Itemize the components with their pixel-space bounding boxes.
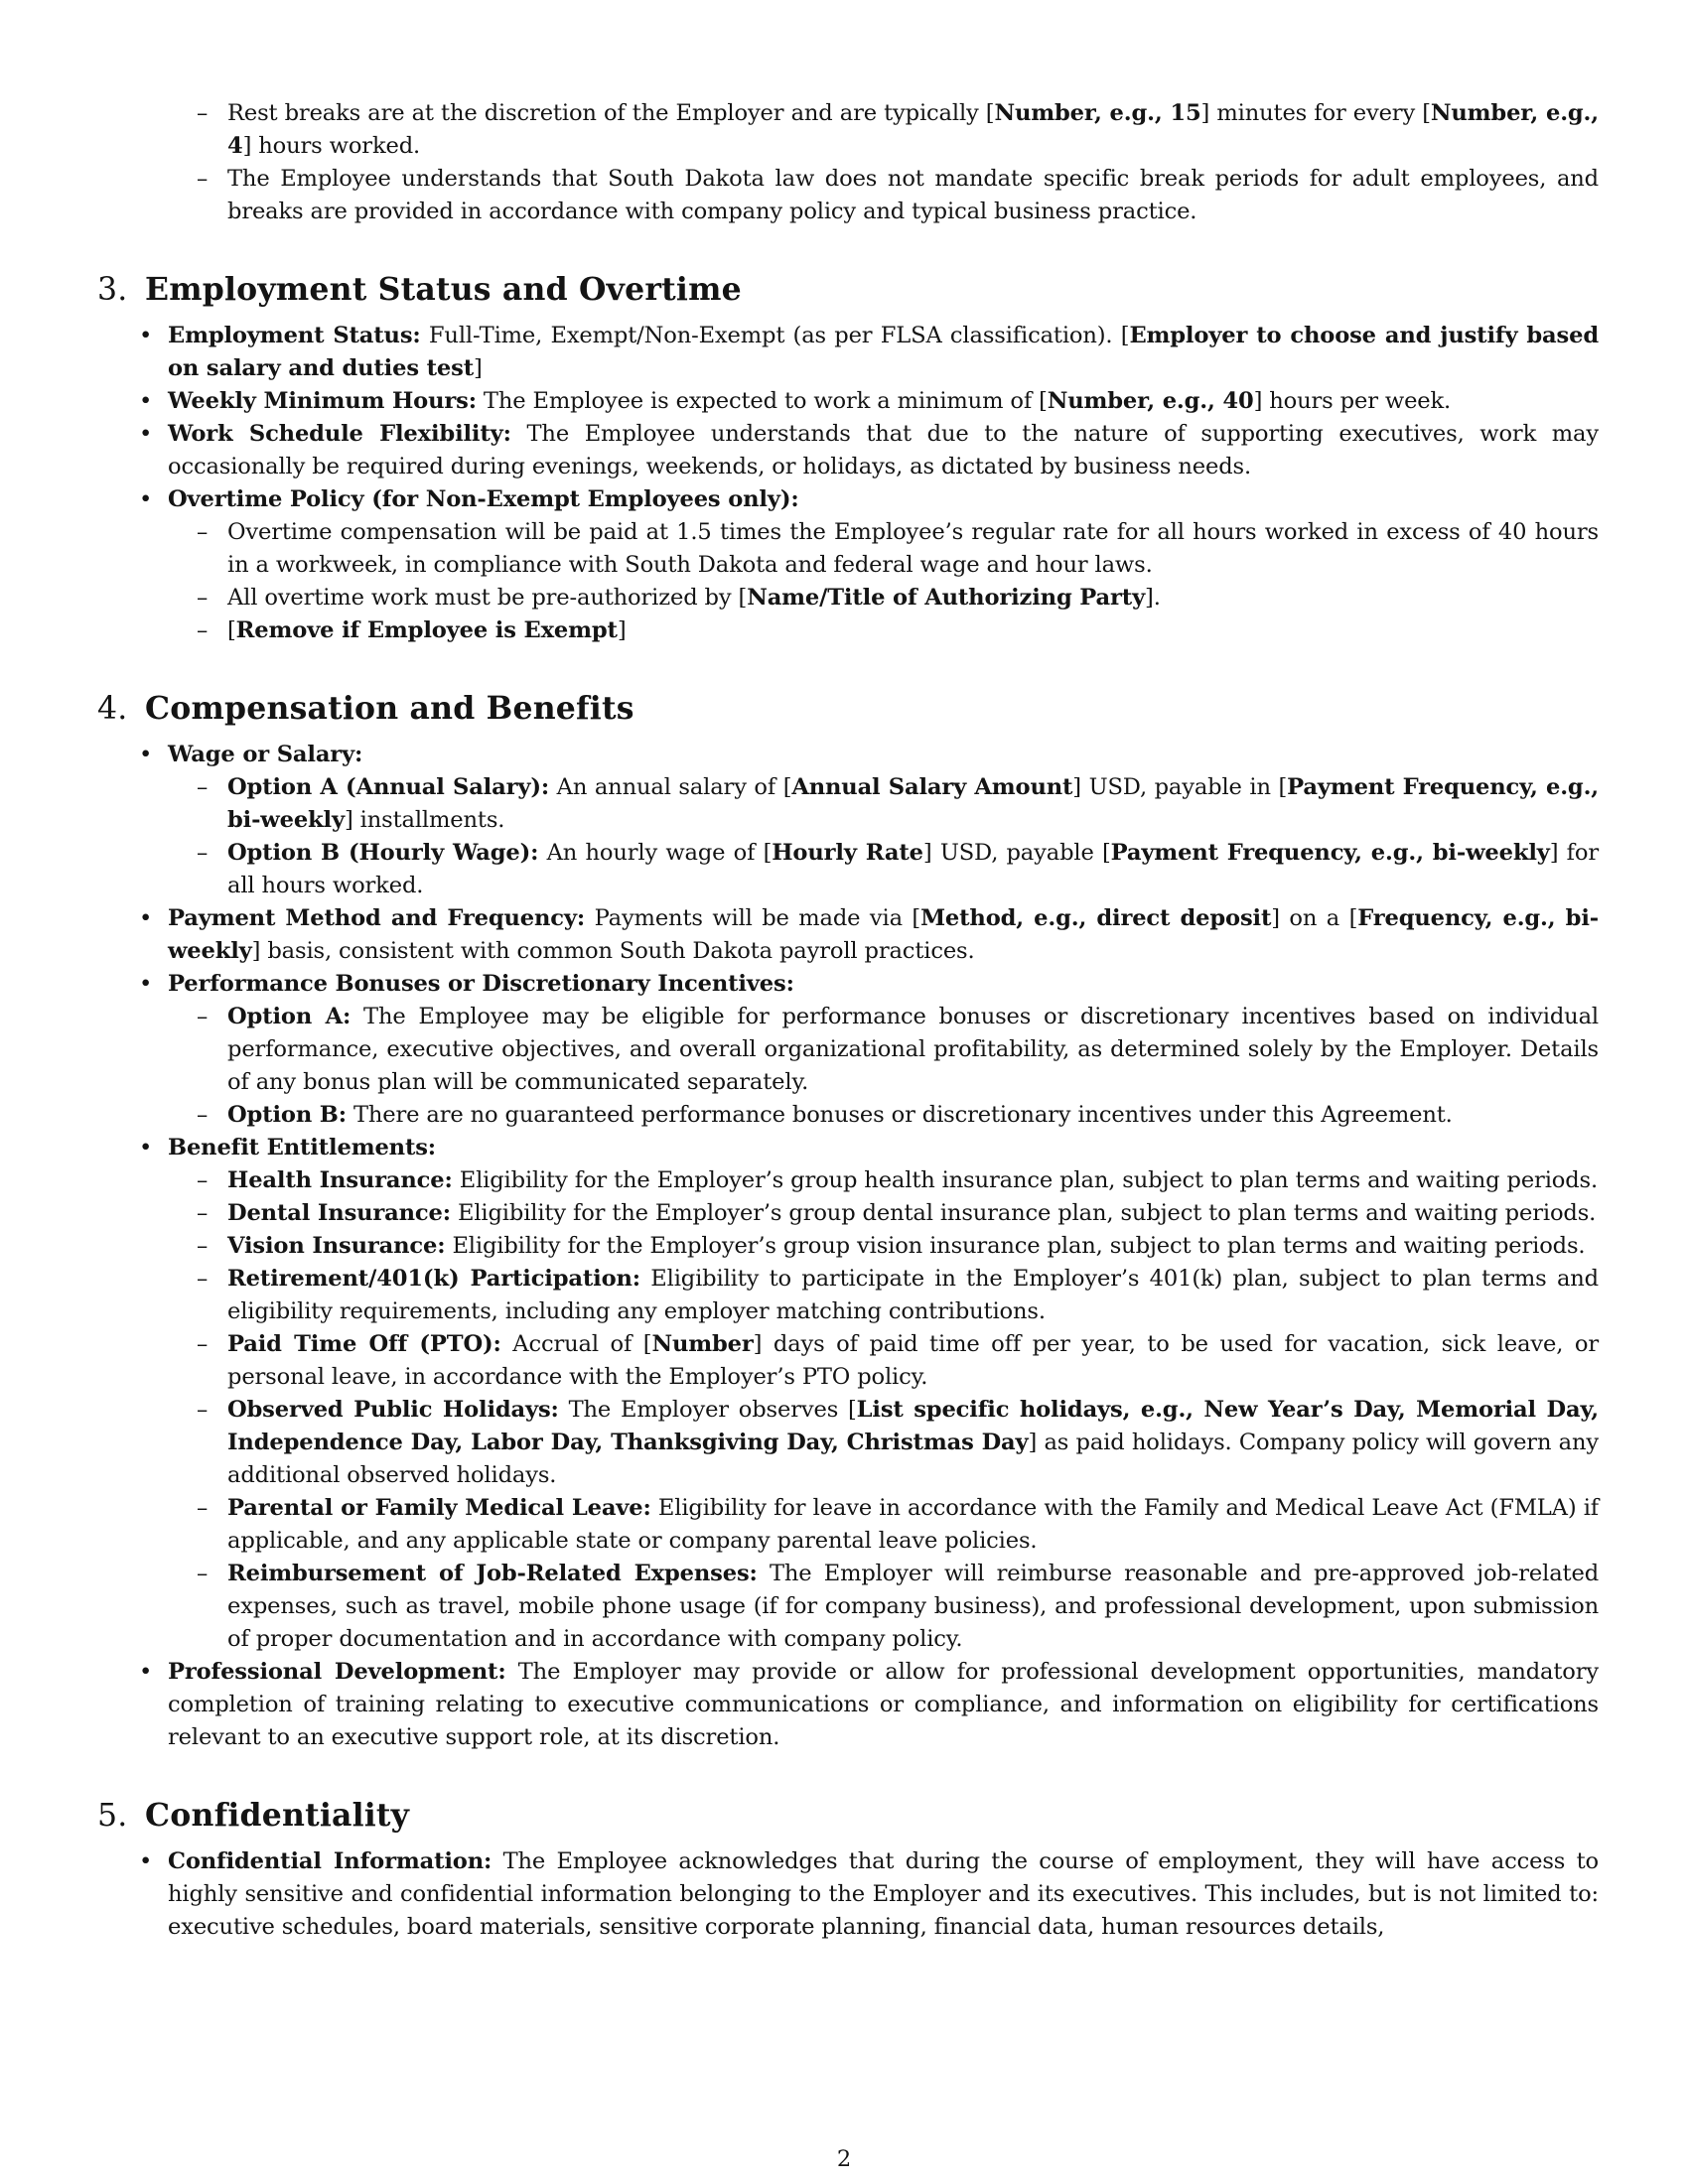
- dental-insurance-item: – Dental Insurance: Eligibility for the Employer’s group dental insurance plan, subject to plan terms and waiting periods.: [97, 1197, 1599, 1230]
- weekly-hours-item: • Weekly Minimum Hours: The Employee is expected to work a minimum of [Number, e.g., 40] hours per week.: [97, 385, 1599, 418]
- holidays-item: – Observed Public Holidays: The Employer observes [List specific holidays, e.g., New Year’s Day, Memorial Day, Independence Day, Labor Day, Thanksgiving Day, Christmas Day] as paid holidays. Company policy will govern any additional observed holidays.: [97, 1394, 1599, 1492]
- bonus-option-a-item: – Option A: The Employee may be eligible for performance bonuses or discretionary incentives based on individual performance, executive objectives, and overall organizational profitability, as determined solely by the Employer. Details of any bonus plan will be communicated separately.: [97, 1001, 1599, 1099]
- overtime-policy-item: • Overtime Policy (for Non-Exempt Employees only):: [97, 483, 1599, 516]
- benefit-entitlements-item: • Benefit Entitlements:: [97, 1132, 1599, 1164]
- option-a-salary-item: – Option A (Annual Salary): An annual salary of [Annual Salary Amount] USD, payable in [Payment Frequency, e.g., bi-weekly] installments.: [97, 771, 1599, 837]
- pto-item: – Paid Time Off (PTO): Accrual of [Number] days of paid time off per year, to be used for vacation, sick leave, or personal leave, in accordance with the Employer’s PTO policy.: [97, 1328, 1599, 1394]
- payment-method-item: • Payment Method and Frequency: Payments will be made via [Method, e.g., direct deposit] on a [Frequency, e.g., bi-weekly] basis, consistent with common South Dakota payroll practices.: [97, 902, 1599, 968]
- family-leave-item: – Parental or Family Medical Leave: Eligibility for leave in accordance with the Family and Medical Leave Act (FMLA) if applicable, and any applicable state or company parental leave policies.: [97, 1492, 1599, 1558]
- wage-salary-item: • Wage or Salary:: [97, 739, 1599, 771]
- professional-development-item: • Professional Development: The Employer may provide or allow for professional development opportunities, mandatory completion of training relating to executive communications or compliance, and information on eligibility for certifications relevant to an executive support role, at its discretion.: [97, 1656, 1599, 1754]
- confidential-information-item: • Confidential Information: The Employee acknowledges that during the course of employment, they will have access to highly sensitive and confidential information belonging to the Employer and its executives. This includes, but is not limited to: executive schedules, board materials, sensitive corporate planning, financial data, human resources details,: [97, 1845, 1599, 1944]
- section-5-heading: 5. Confidentiality: [97, 1797, 410, 1834]
- reimbursement-item: – Reimbursement of Job-Related Expenses: The Employer will reimburse reasonable and pre-approved job-related expenses, such as travel, mobile phone usage (if for company business), and professional development, upon submission of proper documentation and in accordance with company policy.: [97, 1558, 1599, 1656]
- overtime-rate-item: – Overtime compensation will be paid at 1.5 times the Employee’s regular rate for all hours worked in excess of 40 hours in a workweek, in compliance with South Dakota and federal wage and hour laws.: [97, 516, 1599, 582]
- option-b-hourly-item: – Option B (Hourly Wage): An hourly wage of [Hourly Rate] USD, payable [Payment Frequency, e.g., bi-weekly] for all hours worked.: [97, 837, 1599, 902]
- vision-insurance-item: – Vision Insurance: Eligibility for the Employer’s group vision insurance plan, subject to plan terms and waiting periods.: [97, 1230, 1599, 1263]
- retirement-item: – Retirement/401(k) Participation: Eligibility to participate in the Employer’s 401(k) plan, subject to plan terms and eligibility requirements, including any employer matching contributions.: [97, 1263, 1599, 1328]
- page-number: 2: [836, 2146, 852, 2172]
- rest-breaks-item: – Rest breaks are at the discretion of the Employer and are typically [Number, e.g., 15] minutes for every [Number, e.g., 4] hours worked.: [97, 97, 1599, 163]
- section-3-heading: 3. Employment Status and Overtime: [97, 271, 742, 308]
- remove-if-exempt-item: – [Remove if Employee is Exempt]: [97, 614, 1599, 647]
- health-insurance-item: – Health Insurance: Eligibility for the Employer’s group health insurance plan, subject to plan terms and waiting periods.: [97, 1164, 1599, 1197]
- page-content: [97, 97, 1599, 1944]
- section-4-heading: 4. Compensation and Benefits: [97, 690, 634, 727]
- break-law-item: – The Employee understands that South Dakota law does not mandate specific break periods for adult employees, and breaks are provided in accordance with company policy and typical business practice.: [97, 163, 1599, 228]
- bonus-option-b-item: – Option B: There are no guaranteed performance bonuses or discretionary incentives under this Agreement.: [97, 1099, 1599, 1132]
- overtime-authorization-item: – All overtime work must be pre-authorized by [Name/Title of Authorizing Party].: [97, 582, 1599, 614]
- employment-status-item: • Employment Status: Full-Time, Exempt/Non-Exempt (as per FLSA classification). [Employer to choose and justify based on salary and duties test]: [97, 320, 1599, 385]
- schedule-flexibility-item: • Work Schedule Flexibility: The Employee understands that due to the nature of supporting executives, work may occasionally be required during evenings, weekends, or holidays, as dictated by business needs.: [97, 418, 1599, 483]
- bonuses-item: • Performance Bonuses or Discretionary Incentives:: [97, 968, 1599, 1001]
